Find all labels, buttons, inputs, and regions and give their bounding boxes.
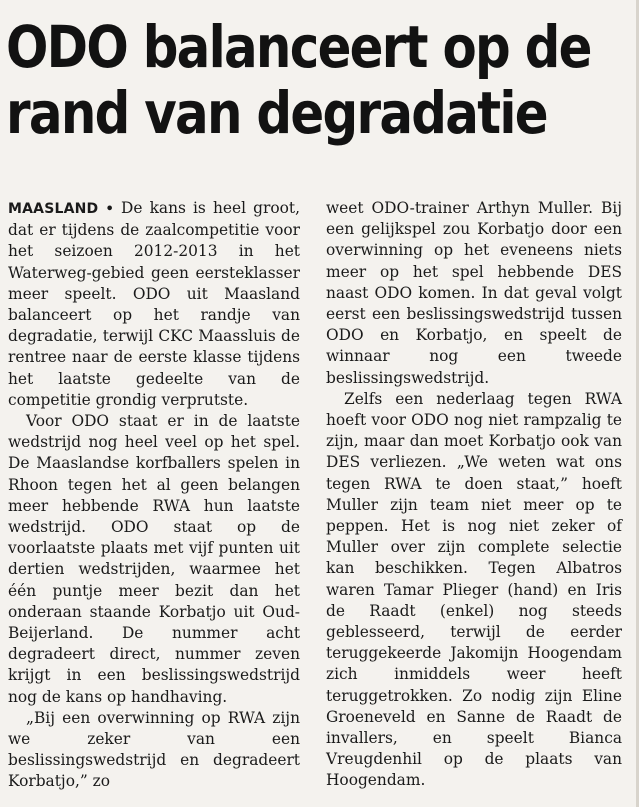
- paragraph-4: Zelfs een nederlaag tegen RWA hoeft voor ODO nog niet rampzalig te zijn, maar dan moet Korbatjo ook van DES verliezen. „We weten wat ons tegen RWA te doen staat,” hoeft Muller zijn team niet meer op te peppen. Het is nog niet zeker of Muller over zijn complete selectie kan beschikken. Tegen Albatros waren Tamar Plieger (hand) en Iris de Raadt (enkel) nog steeds geblesseerd, terwijl de eerder teruggekeerde Jakomijn Hoogendam zich inmiddels weer heeft teruggetrokken. Zo nodig zijn Eline Groeneveld en Sanne de Raadt de invallers, en speelt Bianca Vreugdenhil op de plaats van Hoogendam.: [326, 389, 622, 790]
- dateline: MAASLAND: [8, 201, 99, 217]
- paragraph-intro: [8, 198, 300, 411]
- headline-line-1: ODO balanceert op de: [6, 13, 591, 81]
- article-column-right: [326, 198, 622, 792]
- paragraph-1-text: De kans is heel groot, dat er tijdens de zaalcompetitie voor het seizoen 2012-2013 in het Waterweg-gebied geen eersteklasser meer speelt. ODO uit Maasland balanceert op het randje van degradatie, terwijl CKC Maassluis de rentree naar de eerste klasse tijdens het laatste gedeelte van de competitie grondig verprutste.: [8, 199, 300, 409]
- headline: [6, 13, 591, 147]
- headline-line-2: rand van degradatie: [6, 79, 547, 147]
- paragraph-3: „Bij een overwinning op RWA zijn we zeker van een beslissingswedstrijd en degradeert Korbatjo,” zo: [8, 708, 300, 791]
- article-column-left: [8, 198, 300, 793]
- paragraph-2: Voor ODO staat er in de laatste wedstrijd nog heel veel op het spel. De Maaslandse korfballers spelen in Rhoon tegen het al geen belangen meer hebbende RWA hun laatste wedstrijd. ODO staat op de voorlaatste plaats met vijf punten uit dertien wedstrijden, waarmee het één puntje meer bezit dan het onderaan staande Korbatjo uit Oud-Beijerland. De nummer acht degradeert direct, nummer zeven krijgt in een beslissingswedstrijd nog de kans op handhaving.: [8, 412, 300, 706]
- paragraph-3-continued: weet ODO-trainer Arthyn Muller. Bij een gelijkspel zou Korbatjo door een overwinning op het eveneens niets meer op het spel hebbende DES naast ODO komen. In dat geval volgt eerst een beslissingswedstrijd tussen ODO en Korbatjo, en speelt de winnaar nog een tweede beslissingswedstrijd.: [326, 199, 622, 387]
- dateline-bullet: •: [105, 202, 114, 217]
